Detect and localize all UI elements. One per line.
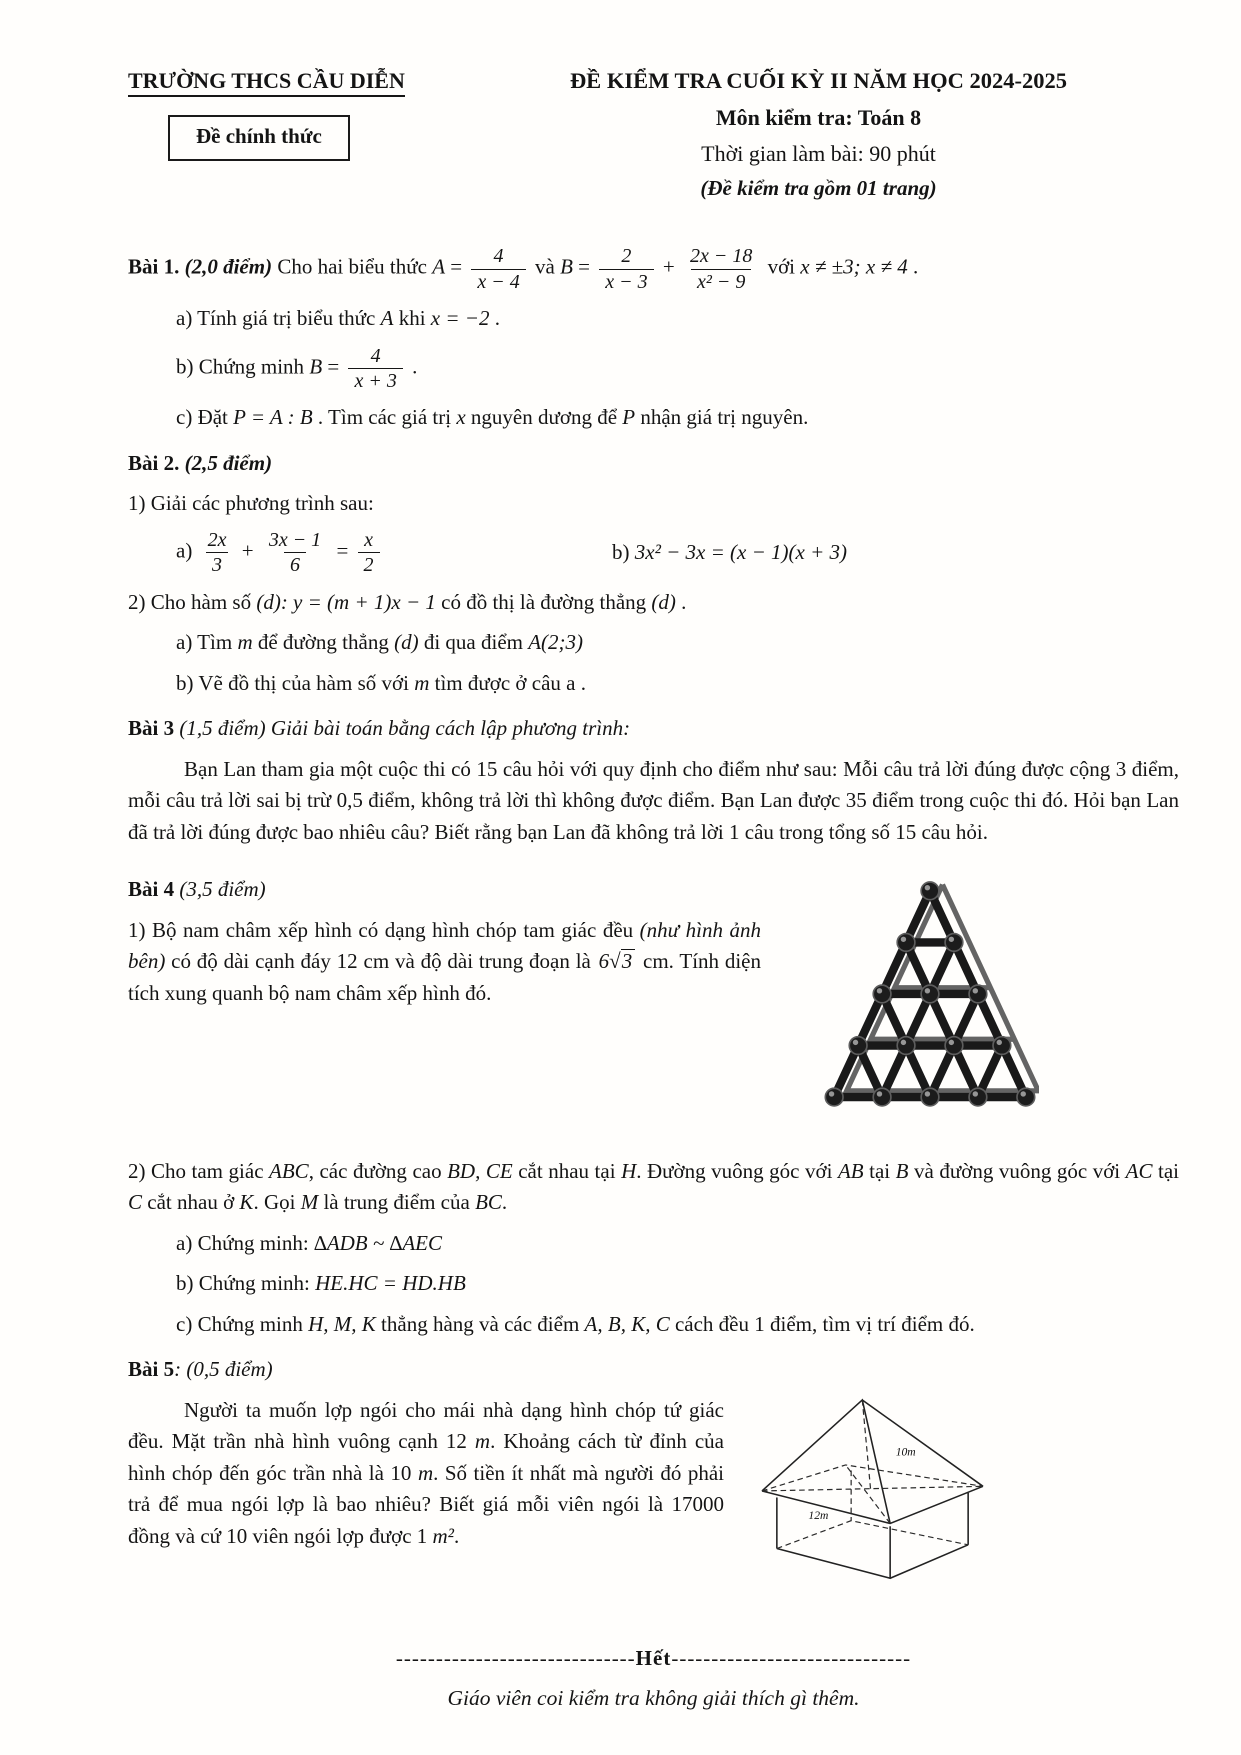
problem-2-eq-b: b) 3x² − 3x = (x − 1)(x + 3) <box>612 539 847 564</box>
magnet-pyramid-image <box>821 870 1039 1120</box>
exam-duration: Thời gian làm bài: 90 phút <box>701 140 936 166</box>
problem-4-item-2c: c) Chứng minh H, M, K thẳng hàng và các điểm A, B, K, C cách đều 1 điểm, tìm vị trí điểm đó. <box>176 1311 975 1336</box>
problem-2-eq-a: a) $\frac{2x}{3}$ + $\frac{3x - 1}{6}$ = $\frac{x}{2}$ <box>176 528 612 578</box>
header-right-column <box>458 64 1179 204</box>
problem-3 <box>128 713 1179 848</box>
problem-4-item-2a: a) Chứng minh: ∆ADB ~ ∆AEC <box>176 1230 443 1255</box>
problem-4-heading: Bài 4 (3,5 điểm) <box>128 877 266 902</box>
problem-4-item-2: 2) Cho tam giác ABC, các đường cao BD, CE cắt nhau tại H. Đường vuông góc với AB tại B và đường vuông góc với AC tại C cắt nhau ở K. Gọi M là trung điểm của BC. <box>128 1158 1180 1215</box>
problem-1 <box>128 244 1179 434</box>
problem-3-heading: Bài 3 (1,5 điểm) Giải bài toán bằng cách lập phương trình: <box>128 716 631 741</box>
school-name: TRƯỜNG THCS CẦU DIỄN <box>128 64 458 97</box>
problem-2-item-2: 2) Cho hàm số (d): y = (m + 1)x − 1 có đồ thị là đường thẳng (d) . <box>128 589 687 614</box>
problem-4-item-1: 1) Bộ nam châm xếp hình có dạng hình chóp tam giác đều (như hình ảnh bên) có độ dài cạnh đáy 12 cm và độ dài trung đoạn là 6 √ 3 cm. Tính diện tích xung quanh bộ nam châm xếp hình đó. <box>128 917 762 1005</box>
magnet-pyramid-figure <box>821 870 1039 1120</box>
problem-1-part-a: a) Tính giá trị biểu thức A khi x = −2 . <box>176 306 500 331</box>
roof-pyramid-figure <box>749 1388 1009 1593</box>
header-left-column <box>128 64 458 161</box>
exam-page-note: (Đề kiểm tra gồm 01 trang) <box>700 175 937 200</box>
exam-body <box>128 244 1179 1714</box>
problem-2 <box>128 448 1179 699</box>
roof-label-12m: 12m <box>808 1508 829 1522</box>
problem-5 <box>128 1354 1179 1599</box>
exam-footer <box>128 1643 1179 1715</box>
problem-2-equations-row <box>128 528 1179 578</box>
problem-1-part-c: c) Đặt P = A : B . Tìm các giá trị x nguyên dương để P nhận giá trị nguyên. <box>176 405 809 430</box>
roof-label-10m: 10m <box>895 1445 916 1459</box>
problem-2-item-2b: b) Vẽ đồ thị của hàm số với m tìm được ở câu a . <box>176 670 586 695</box>
official-exam-stamp: Đề chính thức <box>168 115 350 161</box>
problem-4-item-2b: b) Chứng minh: HE.HC = HD.HB <box>176 1271 466 1296</box>
exam-header <box>128 64 1179 204</box>
exam-subject: Môn kiểm tra: Toán 8 <box>715 104 922 130</box>
problem-2-item-1: 1) Giải các phương trình sau: <box>128 491 374 516</box>
problem-1-part-b: b) Chứng minh B = $\frac{4}{x + 3}$ . <box>176 344 418 392</box>
problem-2-item-2a: a) Tìm m để đường thẳng (d) đi qua điểm A(2;3) <box>176 630 584 655</box>
problem-3-body: Bạn Lan tham gia một cuộc thi có 15 câu hỏi với quy định cho điểm như sau: Mỗi câu trả lời đúng được cộng 3 điểm, mỗi câu trả lời sai bị trừ 0,5 điểm, không trả lời thì không được điểm. Bạn Lan được 35 điểm trong cuộc thi đó. Hỏi bạn Lan đã trả lời đúng được bao nhiêu câu? Biết rằng bạn Lan đã không trả lời 1 câu trong tổng số 15 câu hỏi. <box>128 756 1179 844</box>
problem-2-heading: Bài 2. (2,5 điểm) <box>128 450 273 475</box>
het-divider: ------------------------------Hết------------------------------ <box>395 1645 912 1670</box>
problem-5-heading: Bài 5: (0,5 điểm) <box>128 1357 273 1382</box>
exam-title: ĐỀ KIỂM TRA CUỐI KỲ II NĂM HỌC 2024-2025 <box>569 68 1068 93</box>
roof-pyramid-diagram <box>749 1388 1009 1593</box>
problem-1-heading: Bài 1. (2,0 điểm) Cho hai biểu thức A = $\frac{4}{x - 4}$ và B = $\frac{2}{x - 3}$ + $\frac{2x - 18}{\text{x² − 9}}$ với x ≠ ±3; x ≠ 4 . <box>128 245 919 293</box>
problem-4 <box>128 874 1179 1340</box>
problem-5-body: Người ta muốn lợp ngói cho mái nhà dạng hình chóp tứ giác đều. Mặt trần nhà hình vuông cạnh 12 m. Khoảng cách từ đỉnh của hình chóp đến góc trần nhà là 10 m. Số tiền ít nhất mà người đó phải trả để mua ngói lợp là bao nhiêu? Biết giá mỗi viên ngói là 17000 đồng và cứ 10 viên ngói lợp được 1 m². <box>128 1397 724 1548</box>
invigilator-note: Giáo viên coi kiểm tra không giải thích gì thêm. <box>447 1686 860 1711</box>
